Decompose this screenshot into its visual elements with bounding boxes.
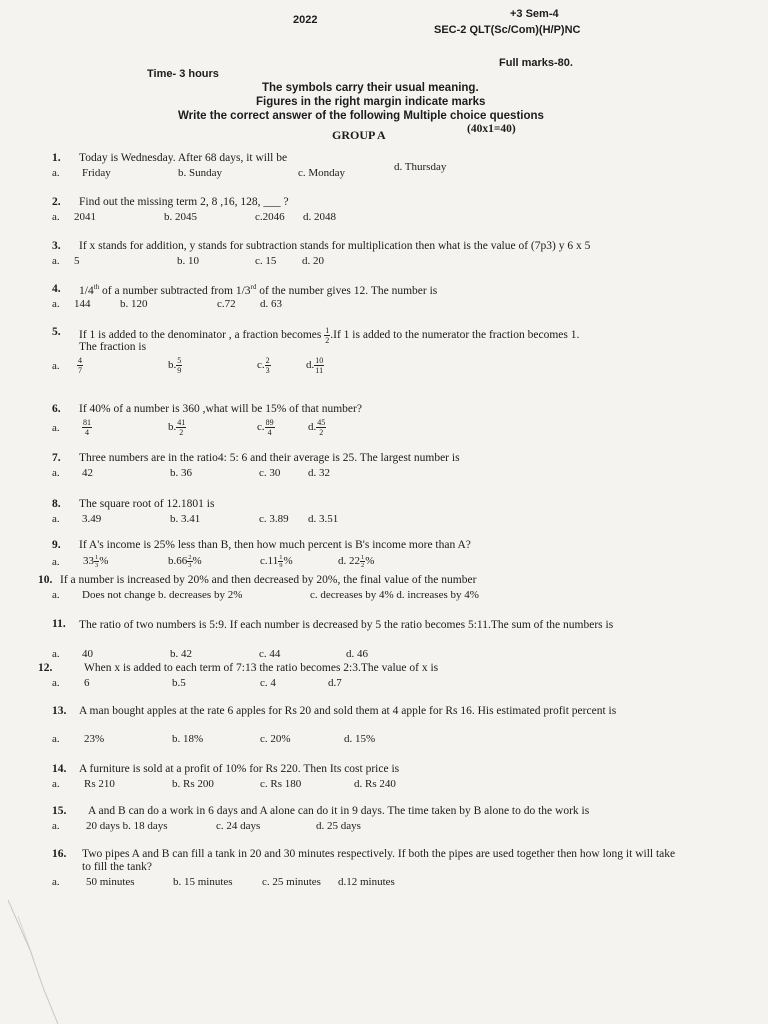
question-5 bbox=[52, 326, 712, 378]
question-number: 16. bbox=[52, 848, 67, 860]
option-b: b. Rs 200 bbox=[172, 778, 214, 790]
question-text: If 40% of a number is 360 ,what will be 15% of that number? bbox=[79, 403, 362, 415]
option-c: c. 3.89 bbox=[259, 513, 289, 525]
question-3 bbox=[52, 240, 712, 269]
option-a: Rs 210 bbox=[84, 778, 115, 790]
paper-code: SEC-2 QLT(Sc/Com)(H/P)NC bbox=[434, 24, 581, 36]
question-text: If x stands for addition, y stands for subtraction stands for multiplication then what is the value of (7p3) y 6 x 5 bbox=[79, 240, 591, 252]
question-text: When x is added to each term of 7:13 the ratio becomes 2:3.The value of x is bbox=[84, 662, 439, 674]
question-text: If a number is increased by 20% and then decreased by 20%, the final value of the number bbox=[60, 574, 477, 586]
option-c: c.72 bbox=[217, 298, 236, 310]
question-11 bbox=[52, 618, 712, 662]
option-d: d. $\frac{10}{11}$ bbox=[306, 356, 324, 375]
option-b: b. 10 bbox=[177, 255, 199, 267]
question-text: Two pipes A and B can fill a tank in 20 and 30 minutes respectively. If both the pipes are used together then how long it will take to fill the tank? bbox=[82, 848, 676, 873]
option-label-a: a. bbox=[52, 211, 60, 223]
option-c: c. 25 minutes bbox=[262, 876, 321, 888]
option-c: c. 20% bbox=[260, 733, 291, 745]
question-15 bbox=[52, 805, 712, 834]
option-label-a: a. bbox=[52, 778, 60, 790]
option-b: b. 18% bbox=[172, 733, 204, 745]
question-13 bbox=[52, 705, 712, 747]
marks-scheme: (40x1=40) bbox=[467, 123, 516, 135]
instruction-symbols: The symbols carry their usual meaning. bbox=[262, 82, 479, 94]
option-a: 23% bbox=[84, 733, 105, 745]
instruction-mcq: Write the correct answer of the following Multiple choice questions bbox=[178, 110, 544, 122]
option-c: c. $\frac{2}{3}$ bbox=[257, 356, 270, 375]
semester-label: +3 Sem-4 bbox=[510, 8, 559, 20]
option-b: b. 3.41 bbox=[170, 513, 201, 525]
option-c: c. 24 days bbox=[216, 820, 261, 832]
option-label-a: a. bbox=[52, 876, 60, 888]
option-d: d. 20 bbox=[302, 255, 324, 267]
option-c: c. Rs 180 bbox=[260, 778, 302, 790]
option-a: 2041 bbox=[74, 211, 96, 223]
option-d: d. $\frac{45}{2}$ bbox=[308, 418, 326, 437]
option-b: b. 15 minutes bbox=[173, 876, 233, 888]
question-number: 14. bbox=[52, 763, 67, 775]
question-10 bbox=[38, 574, 712, 603]
option-b: b. 2045 bbox=[164, 211, 197, 223]
option-d: d. 25 days bbox=[316, 820, 361, 832]
question-number: 15. bbox=[52, 805, 67, 817]
option-b: b. 36 bbox=[170, 467, 192, 479]
option-c: c. 15 bbox=[255, 255, 277, 267]
option-label-a: a. bbox=[52, 513, 60, 525]
question-8 bbox=[52, 498, 712, 527]
option-b: b.5 bbox=[172, 677, 186, 689]
option-a: 5 bbox=[74, 255, 80, 267]
option-b: b. 120 bbox=[120, 298, 148, 310]
question-1 bbox=[52, 152, 712, 181]
question-number: 10. bbox=[38, 574, 53, 586]
option-a: Friday bbox=[82, 167, 111, 179]
option-b: b. $\frac{41}{2}$ bbox=[168, 418, 186, 437]
option-label-a: a. bbox=[52, 556, 60, 568]
question-text: A furniture is sold at a profit of 10% for Rs 220. Then Its cost price is bbox=[79, 763, 400, 775]
question-number: 5. bbox=[52, 326, 61, 338]
question-text-cont: The fraction is bbox=[79, 341, 147, 353]
option-d: d. 32 bbox=[308, 467, 330, 479]
option-c: c. 44 bbox=[259, 648, 281, 660]
question-14 bbox=[52, 763, 712, 792]
option-label-a: a. bbox=[52, 467, 60, 479]
question-number: 12. bbox=[38, 662, 53, 674]
question-text: The square root of 12.1801 is bbox=[79, 498, 215, 510]
option-a: 144 bbox=[74, 298, 91, 310]
inline-fraction: $\frac{1}{2}$ bbox=[325, 326, 330, 345]
option-a: 40 bbox=[82, 648, 93, 660]
option-label-a: a. bbox=[52, 589, 60, 601]
option-a: $\frac{4}{7}$ bbox=[78, 356, 82, 375]
question-number: 7. bbox=[52, 452, 61, 464]
question-6 bbox=[52, 403, 712, 440]
question-number: 9. bbox=[52, 539, 61, 551]
option-d: d. 63 bbox=[260, 298, 282, 310]
question-text: A man bought apples at the rate 6 apples for Rs 20 and sold them at 4 apple for Rs 16. His estimated profit percent is bbox=[79, 705, 617, 717]
option-b: b. $\frac{5}{9}$ bbox=[168, 356, 182, 375]
option-c: c. Monday bbox=[298, 167, 346, 179]
option-label-a: a. bbox=[52, 298, 60, 310]
full-marks: Full marks-80. bbox=[499, 57, 573, 69]
option-d: d. 22 $\frac{1}{2}$ % bbox=[338, 554, 375, 569]
time-allowed: Time- 3 hours bbox=[147, 68, 219, 80]
option-c: c. 30 bbox=[259, 467, 281, 479]
option-label-a: a. bbox=[52, 360, 60, 372]
question-number: 6. bbox=[52, 403, 61, 415]
pen-scratch-marks bbox=[0, 880, 140, 1024]
question-text: 1/4th of a number subtracted from 1/3rd of the number gives 12. The number is bbox=[79, 283, 438, 297]
option-d: d. 3.51 bbox=[308, 513, 339, 525]
option-a: 20 days b. 18 days bbox=[86, 820, 168, 832]
question-number: 1. bbox=[52, 152, 61, 164]
question-number: 3. bbox=[52, 240, 61, 252]
option-a: 3.49 bbox=[82, 513, 102, 525]
option-c: c. $\frac{89}{4}$ bbox=[257, 418, 274, 437]
option-d: d.7 bbox=[328, 677, 342, 689]
question-9 bbox=[52, 539, 712, 572]
option-c: c. decreases by 4% d. increases by 4% bbox=[310, 589, 479, 601]
option-a: Does not change b. decreases by 2% bbox=[82, 589, 243, 601]
option-c: c.2046 bbox=[255, 211, 285, 223]
option-a: 50 minutes bbox=[86, 876, 135, 888]
option-a: 42 bbox=[82, 467, 93, 479]
question-text: Today is Wednesday. After 68 days, it will be bbox=[79, 152, 288, 164]
question-number: 2. bbox=[52, 196, 61, 208]
option-d: d. 2048 bbox=[303, 211, 336, 223]
option-c: c.11 $\frac{1}{9}$ % bbox=[260, 554, 293, 569]
option-label-a: a. bbox=[52, 677, 60, 689]
option-d: d. Rs 240 bbox=[354, 778, 396, 790]
option-a: 6 bbox=[84, 677, 90, 689]
option-label-a: a. bbox=[52, 167, 60, 179]
question-4 bbox=[52, 283, 712, 312]
question-12 bbox=[38, 662, 712, 691]
question-text: If A's income is 25% less than B, then how much percent is B's income more than A? bbox=[79, 539, 471, 551]
option-d: d.12 minutes bbox=[338, 876, 395, 888]
option-label-a: a. bbox=[52, 648, 60, 660]
option-label-a: a. bbox=[52, 422, 60, 434]
instruction-margin-marks: Figures in the right margin indicate marks bbox=[256, 96, 486, 108]
question-text: The ratio of two numbers is 5:9. If each number is decreased by 5 the ratio becomes 5:11.The sum of the numbers is bbox=[79, 619, 614, 631]
option-b: b. 42 bbox=[170, 648, 192, 660]
option-a: $\frac{81}{4}$ bbox=[83, 418, 91, 437]
option-b: b.66 $\frac{2}{3}$ % bbox=[168, 554, 202, 569]
group-title: GROUP A bbox=[332, 128, 386, 142]
question-2 bbox=[52, 196, 712, 225]
question-number: 4. bbox=[52, 283, 61, 295]
question-text: Find out the missing term 2, 8 ,16, 128, ___ ? bbox=[79, 196, 289, 208]
option-d: d. 15% bbox=[344, 733, 376, 745]
question-text: Three numbers are in the ratio4: 5: 6 and their average is 25. The largest number is bbox=[79, 452, 460, 464]
exam-year: 2022 bbox=[293, 14, 318, 26]
option-c: c. 4 bbox=[260, 677, 276, 689]
option-d: d. Thursday bbox=[394, 161, 447, 173]
question-16 bbox=[52, 848, 712, 890]
question-number: 8. bbox=[52, 498, 61, 510]
option-label-a: a. bbox=[52, 733, 60, 745]
question-7 bbox=[52, 452, 712, 481]
option-a: 33 $\frac{1}{3}$ % bbox=[83, 554, 109, 569]
option-label-a: a. bbox=[52, 255, 60, 267]
option-label-a: a. bbox=[52, 820, 60, 832]
question-text: If 1 is added to the denominator , a fraction becomes $\frac{1}{2}$ .If 1 is added to the numerator the fraction becomes 1. bbox=[79, 326, 580, 345]
option-d: d. 46 bbox=[346, 648, 368, 660]
question-number: 13. bbox=[52, 705, 67, 717]
question-number: 11. bbox=[52, 618, 66, 630]
question-text: A and B can do a work in 6 days and A alone can do it in 9 days. The time taken by B alone to do the work is bbox=[88, 805, 590, 817]
option-b: b. Sunday bbox=[178, 167, 222, 179]
